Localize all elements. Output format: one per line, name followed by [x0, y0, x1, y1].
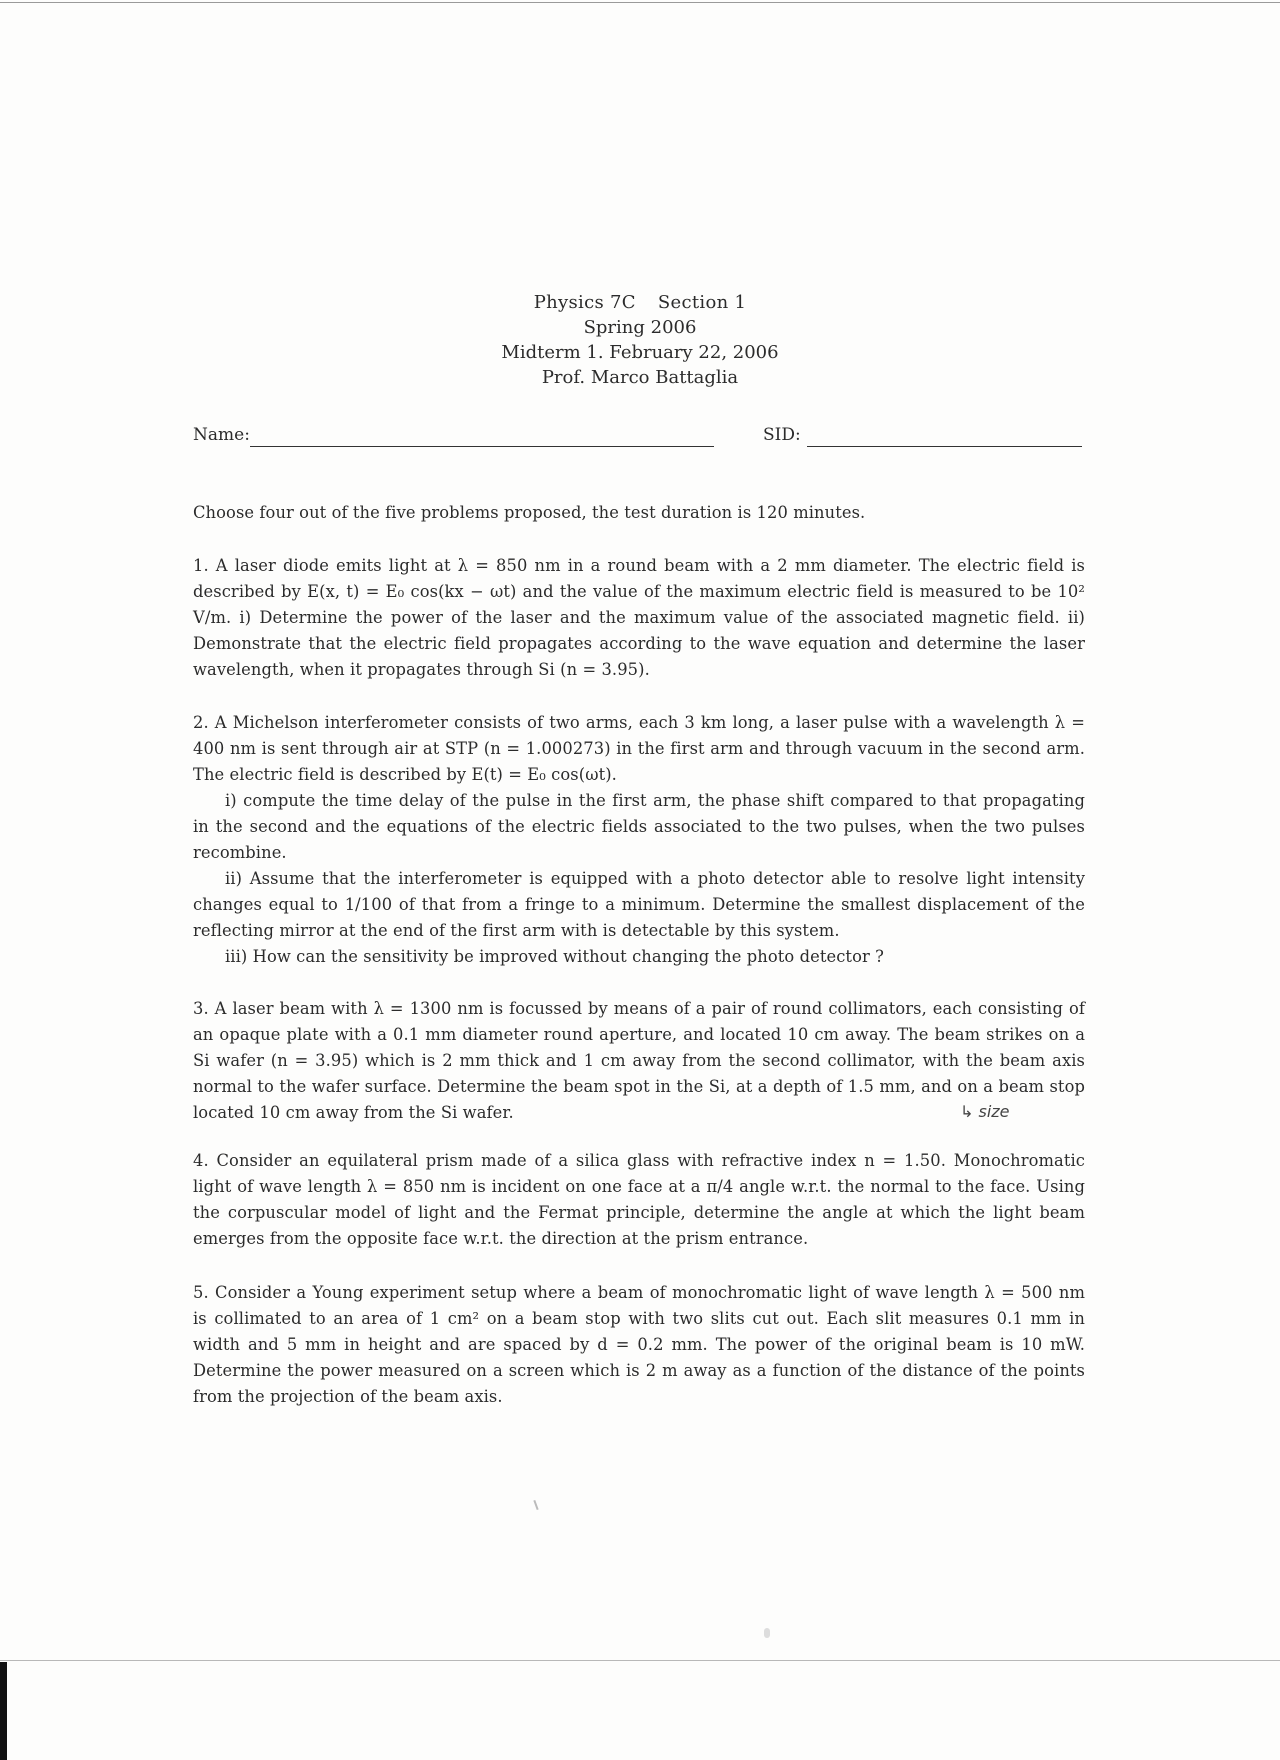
name-label: Name: — [193, 425, 250, 445]
problem-2 — [193, 710, 1085, 970]
problem-4: 4. Consider an equilateral prism made of a silica glass with refractive index n = 1.50. Monochromatic light of wave length λ = 850 nm is incident on one face at a π/4 angle w.r.t. the normal to the face. Using the corpuscular model of light and the Fermat principle, determine the angle at which the light beam emerges from the opposite face w.r.t. the direction at the prism entrance. — [193, 1151, 1085, 1248]
instructions: Choose four out of the five problems proposed, the test duration is 120 minutes. — [193, 503, 866, 522]
scan-edge-line — [0, 2, 1280, 3]
student-fields — [193, 425, 1088, 449]
sid-label: SID: — [763, 425, 801, 445]
problem-2-part-i: i) compute the time delay of the pulse in the first arm, the phase shift compared to that propagating in the second and the equations of the electric fields associated to the two pulses, when the two pulses recombine. — [193, 791, 1085, 862]
professor: Prof. Marco Battaglia — [541, 367, 739, 388]
problem-1: 1. A laser diode emits light at λ = 850 nm in a round beam with a 2 mm diameter. The electric field is described by E(x, t) = E₀ cos(kx − ωt) and the value of the maximum electric field is measured to be 10² V/m. i) Determine the power of the laser and the maximum value of the associated magnetic field. ii) Demonstrate that the electric field propagates according to the wave equation and determine the laser wavelength, when it propagates through Si (n = 3.95). — [193, 556, 1085, 679]
problem-2-part-ii: ii) Assume that the interferometer is equipped with a photo detector able to resolve light intensity changes equal to 1/100 of that from a fringe to a minimum. Determine the smallest displacement of the reflecting mirror at the end of the first arm with is detectable by this system. — [193, 869, 1085, 940]
problem-5: 5. Consider a Young experiment setup where a beam of monochromatic light of wave length λ = 500 nm is collimated to an area of 1 cm² on a beam stop with two slits cut out. Each slit measures 0.1 mm in width and 5 mm in height and are spaced by d = 0.2 mm. The power of the original beam is 10 mW. Determine the power measured on a screen which is 2 m away as a function of the distance of the points from the projection of the beam axis. — [193, 1283, 1085, 1406]
scan-edge-line — [0, 1660, 1280, 1661]
course-title: Physics 7C — [533, 292, 636, 313]
problem-2-part-iii: iii) How can the sensitivity be improved without changing the photo detector ? — [225, 947, 884, 966]
exam-title: Midterm 1. February 22, 2006 — [501, 342, 779, 363]
sid-field[interactable] — [807, 446, 1082, 447]
scan-smudge — [533, 1500, 538, 1510]
course-line — [440, 290, 840, 315]
problem-3: 3. A laser beam with λ = 1300 nm is focussed by means of a pair of round collimators, each consisting of an opaque plate with a 0.1 mm diameter round aperture, and located 10 cm away. The beam strikes on a Si wafer (n = 3.95) which is 2 mm thick and 1 cm away from the second collimator, with the beam axis normal to the wafer surface. Determine the beam spot in the Si, at a depth of 1.5 mm, and on a beam stop located 10 cm away from the Si wafer. — [193, 999, 1085, 1122]
term: Spring 2006 — [583, 317, 697, 338]
problem-2-stem: 2. A Michelson interferometer consists of two arms, each 3 km long, a laser pulse with a wavelength λ = 400 nm is sent through air at STP (n = 1.000273) in the first arm and through vacuum in the second arm. The electric field is described by E(t) = E₀ cos(ωt). — [193, 713, 1085, 784]
course-section: Section 1 — [657, 292, 747, 313]
scan-edge-shadow — [0, 1662, 7, 1760]
handwritten-note: ↳ size — [960, 1102, 1010, 1121]
exam-header — [440, 290, 840, 390]
name-field[interactable] — [250, 446, 714, 447]
scan-smudge — [764, 1628, 770, 1638]
